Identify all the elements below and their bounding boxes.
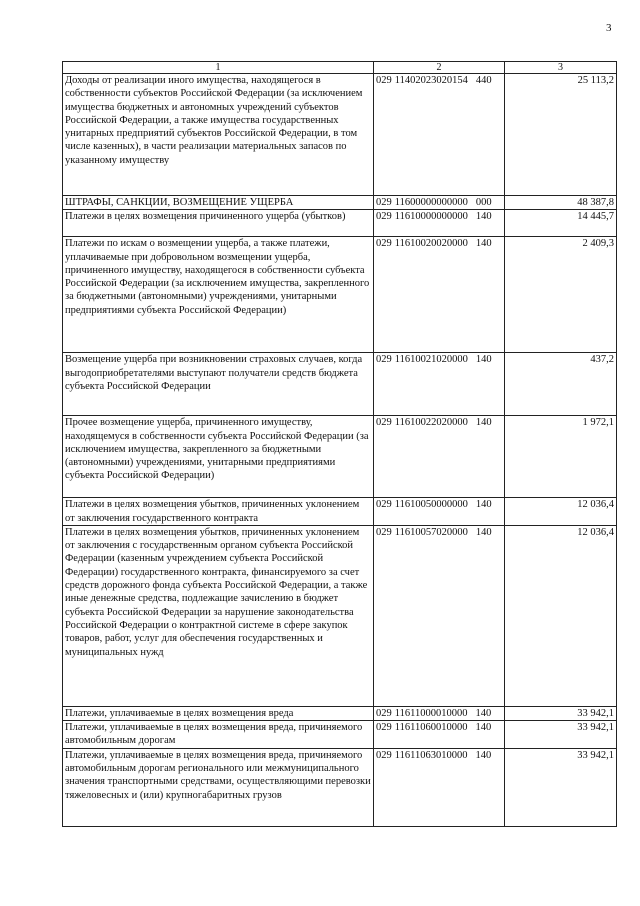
row-code-admin: 029 [376,75,392,86]
row-code [374,237,505,353]
row-name: Платежи в целях возмещения причиненного ущерба (убытков) [63,210,374,237]
table-row [63,353,617,416]
row-code-kind: 140 [475,707,492,719]
row-code [374,353,505,416]
row-code-admin: 029 [376,197,392,208]
row-code-admin: 029 [376,707,392,719]
table-row [63,74,617,196]
row-code-admin: 029 [376,238,392,250]
row-code-admin: 029 [376,417,392,429]
row-name: ШТРАФЫ, САНКЦИИ, ВОЗМЕЩЕНИЕ УЩЕРБА [63,196,374,210]
row-name: Платежи, уплачиваемые в целях возмещения вреда [63,706,374,720]
row-code-kind: 140 [475,417,492,429]
row-code-kind: 140 [475,238,492,250]
row-code-kbk: 11610021020000 [394,354,468,366]
row-code-admin: 029 [376,722,392,734]
row-code [374,721,505,749]
table-body [63,74,617,827]
row-name: Доходы от реализации иного имущества, находящегося в собственности субъектов Российской Федерации (за исключением имущества бюджетных и автономных учреждений субъектов Российской Федерации, а также имущества государственных унитарных предприятий субъектов Российской Федерации, в том числе казенных), в части реализации материальных запасов по указанному имуществу [63,74,374,196]
column-header-1: 1 [63,62,374,74]
row-code-kbk: 11610050000000 [394,499,468,511]
row-code-kbk: 11611063010000 [394,749,468,761]
row-code [374,196,505,210]
row-code [374,210,505,237]
row-amount: 33 942,1 [505,748,617,826]
table-row [63,210,617,237]
row-code-kbk: 11610000000000 [394,211,468,223]
row-code [374,706,505,720]
row-amount: 2 409,3 [505,237,617,353]
row-amount: 12 036,4 [505,498,617,526]
row-code-kbk: 11611000010000 [394,707,468,719]
row-amount: 33 942,1 [505,706,617,720]
row-code [374,748,505,826]
table-row [63,706,617,720]
row-name: Платежи в целях возмещения убытков, причиненных уклонением от заключения с государственным органом субъекта Российской Федерации (казенным учреждением субъекта Российской Федерации) государственного контракта, финансируемого за счет средств дорожного фонда субъекта Российской Федерации, а также иные денежные средства, подлежащие зачислению в бюджет субъекта Российской Федерации за нарушение законодательства Российской Федерации о контрактной системе в сфере закупок товаров, работ, услуг для обеспечения государственных и муниципальных нужд [63,525,374,706]
row-amount: 14 445,7 [505,210,617,237]
revenue-table [62,61,617,827]
table-row [63,498,617,526]
row-code-kbk: 11600000000000 [394,197,468,208]
row-code-kind: 140 [475,499,492,511]
row-code-kbk: 11611060010000 [394,722,468,734]
row-code-kbk: 11610057020000 [394,526,468,538]
row-code-admin: 029 [376,354,392,366]
row-amount: 33 942,1 [505,721,617,749]
column-header-2: 2 [374,62,505,74]
row-code-kbk: 11610022020000 [394,417,468,429]
row-code-admin: 029 [376,749,392,761]
row-code [374,525,505,706]
table-row [63,196,617,210]
row-code-kind: 000 [475,197,492,208]
row-code-admin: 029 [376,526,392,538]
row-name: Платежи, уплачиваемые в целях возмещения вреда, причиняемого автомобильным дорогам регионального или межмуниципального значения транспортными средствами, осуществляющими перевозки тяжеловесных и (или) крупногабаритных грузов [63,748,374,826]
row-code-kind: 140 [475,211,492,223]
row-code-admin: 029 [376,211,392,223]
row-amount: 1 972,1 [505,416,617,498]
row-amount: 12 036,4 [505,525,617,706]
row-code-kind: 140 [475,749,492,761]
row-amount: 48 387,8 [505,196,617,210]
row-code [374,74,505,196]
table-row [63,721,617,749]
header-row [63,62,617,74]
row-code-kbk: 11402023020154 [394,75,468,86]
row-amount: 25 113,2 [505,74,617,196]
row-name: Платежи, уплачиваемые в целях возмещения вреда, причиняемого автомобильным дорогам [63,721,374,749]
row-name: Возмещение ущерба при возникновении страховых случаев, когда выгодоприобретателями выступают получатели средств бюджета субъекта Российской Федерации [63,353,374,416]
row-code-kind: 140 [475,526,492,538]
row-amount: 437,2 [505,353,617,416]
row-name: Прочее возмещение ущерба, причиненного имуществу, находящемуся в собственности субъекта Российской Федерации (за исключением имущества, закрепленного за бюджетными (автономными) учреждениями, унитарными предприятиями субъекта Российской Федерации) [63,416,374,498]
row-code-kind: 440 [475,75,492,86]
table-row [63,525,617,706]
table-row [63,416,617,498]
page-number: 3 [606,22,612,34]
row-code-admin: 029 [376,499,392,511]
row-code [374,416,505,498]
row-name: Платежи по искам о возмещении ущерба, а также платежи, уплачиваемые при добровольном возмещении ущерба, причиненного имуществу, находящегося в собственности субъекта Российской Федерации (за исключением имущества, закрепленного за бюджетными (автономными) учреждениями, унитарными предприятиями субъекта Российской Федерации) [63,237,374,353]
row-code-kind: 140 [475,354,492,366]
row-code [374,498,505,526]
row-code-kind: 140 [475,722,492,734]
column-header-3: 3 [505,62,617,74]
row-name: Платежи в целях возмещения убытков, причиненных уклонением от заключения государственного контракта [63,498,374,526]
table-row [63,237,617,353]
row-code-kbk: 11610020020000 [394,238,468,250]
table-row [63,748,617,826]
